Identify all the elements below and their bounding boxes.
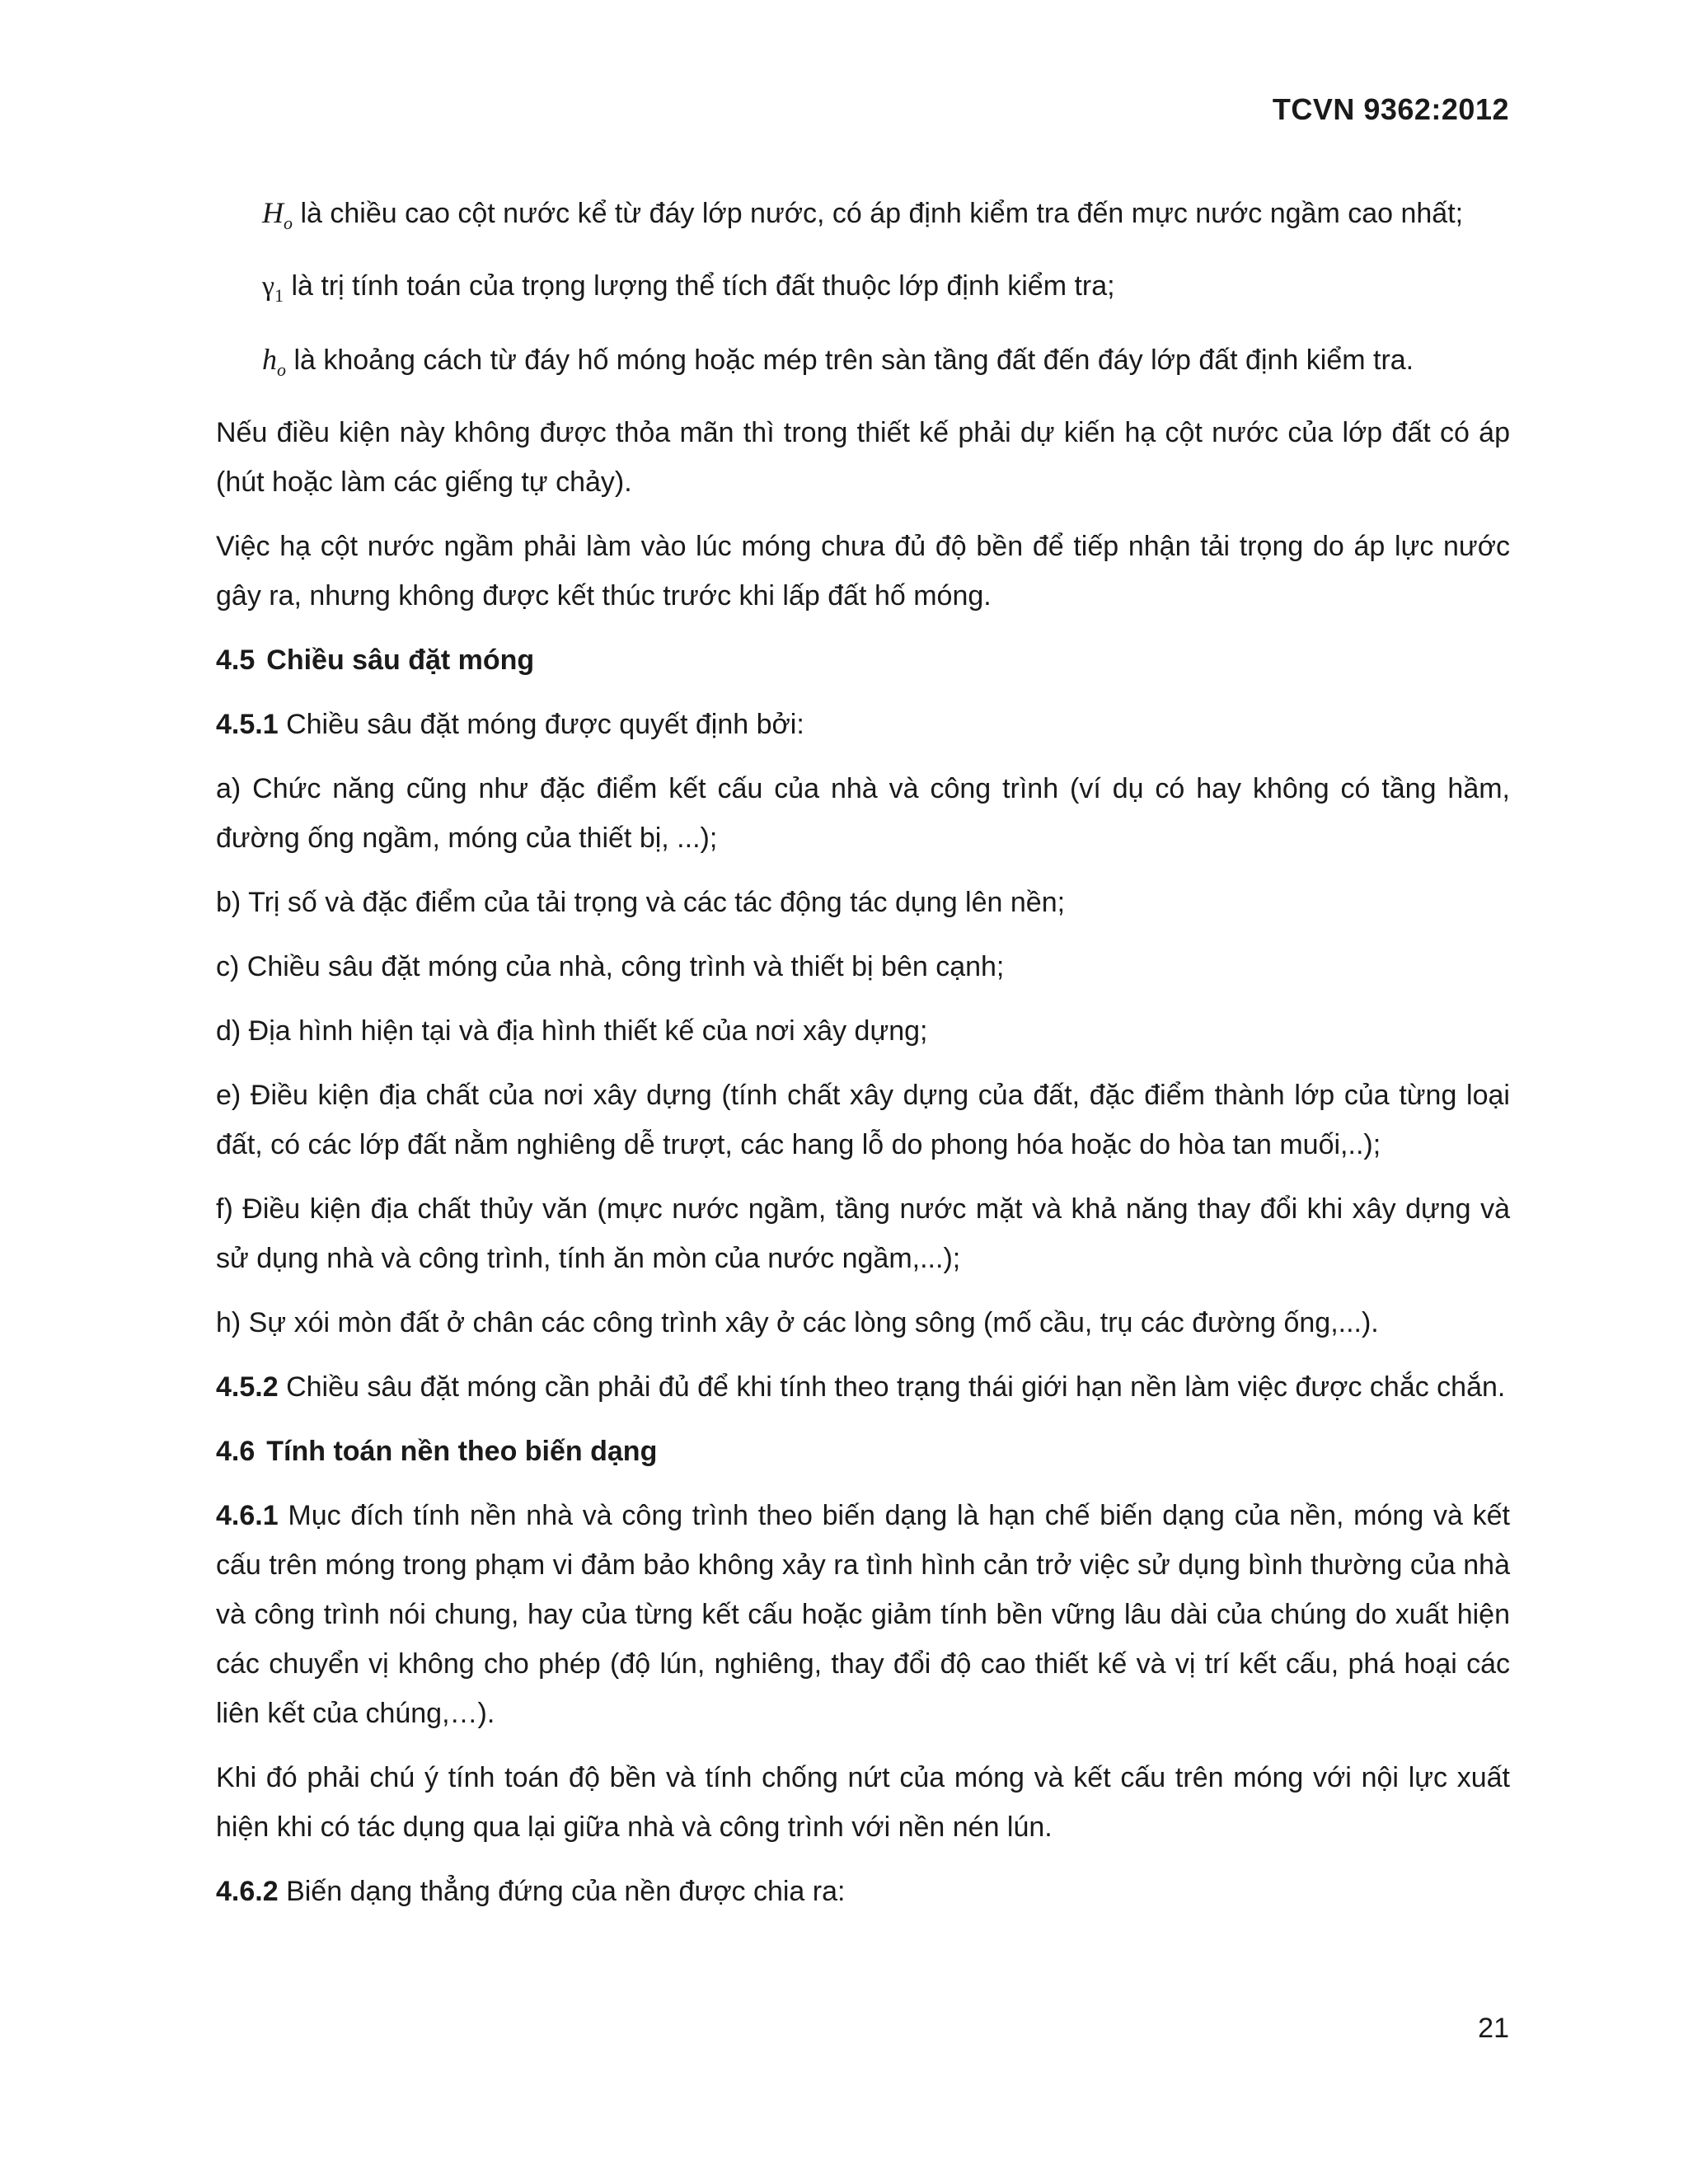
definition-h0 <box>262 335 1510 385</box>
clause-text: Mục đích tính nền nhà và công trình theo biến dạng là hạn chế biến dạng của nền, móng và kết cấu trên móng trong phạm vi đảm bảo không xảy ra tình hình cản trở việc sử dụng bình thường của nhà và công trình nói chung, hay của từng kết cấu hoặc giảm tính bền vững lâu dài của chúng do xuất hiện các chuyển vị không cho phép (độ lún, nghiêng, thay đổi độ cao thiết kế và vị trí kết cấu, phá hoại các liên kết của chúng,…). <box>216 1500 1510 1729</box>
page-content <box>216 188 1510 1931</box>
list-item: b) Trị số và đặc điểm của tải trọng và các tác động tác dụng lên nền; <box>216 887 1066 918</box>
clause-number: 4.6.1 <box>216 1500 279 1531</box>
list-item: d) Địa hình hiện tại và địa hình thiết kế của nơi xây dựng; <box>216 1015 928 1047</box>
symbol-h0: $h_o$ <box>262 343 286 380</box>
clause-text: Biến dạng thẳng đứng của nền được chia ra: <box>286 1876 846 1907</box>
clause-4-5-2 <box>216 1362 1510 1412</box>
clause-number: 4.6.2 <box>216 1876 279 1907</box>
list-item: f) Điều kiện địa chất thủy văn (mực nước ngầm, tầng nước mặt và khả năng thay đổi khi xây dựng và sử dụng nhà và công trình, tính ăn mòn của nước ngầm,...); <box>216 1193 1510 1274</box>
clause-4-6-1 <box>216 1491 1510 1738</box>
definition-H0 <box>262 188 1510 238</box>
section-heading-4-6 <box>216 1427 1510 1476</box>
definition-text: là trị tính toán của trọng lượng thể tích đất thuộc lớp định kiểm tra; <box>291 270 1115 302</box>
clause-text: Chiều sâu đặt móng cần phải đủ để khi tính theo trạng thái giới hạn nền làm việc được chắc chắn. <box>286 1371 1506 1403</box>
paragraph: Khi đó phải chú ý tính toán độ bền và tính chống nứt của móng và kết cấu trên móng với nội lực xuất hiện khi có tác dụng qua lại giữa nhà và công trình với nền nén lún. <box>216 1762 1510 1843</box>
section-number: 4.6 <box>216 1436 256 1467</box>
clause-4-6-2 <box>216 1867 1510 1916</box>
standard-code-header: TCVN 9362:2012 <box>1272 92 1509 126</box>
list-item: c) Chiều sâu đặt móng của nhà, công trình và thiết bị bên cạnh; <box>216 951 1005 982</box>
page-number: 21 <box>1478 2013 1509 2044</box>
section-heading-4-5 <box>216 635 1510 685</box>
section-title: Chiều sâu đặt móng <box>266 644 535 676</box>
paragraph: Việc hạ cột nước ngầm phải làm vào lúc móng chưa đủ độ bền để tiếp nhận tải trọng do áp lực nước gây ra, nhưng không được kết thúc trước khi lấp đất hố móng. <box>216 531 1510 612</box>
clause-number: 4.5.1 <box>216 709 279 740</box>
list-item: e) Điều kiện địa chất của nơi xây dựng (tính chất xây dựng của đất, đặc điểm thành lớp của từng loại đất, có các lớp đất nằm nghiêng dễ trượt, các hang lỗ do phong hóa hoặc do hòa tan muối,..); <box>216 1080 1510 1160</box>
clause-text: Chiều sâu đặt móng được quyết định bởi: <box>286 709 804 740</box>
paragraph: Nếu điều kiện này không được thỏa mãn thì trong thiết kế phải dự kiến hạ cột nước của lớp đất có áp (hút hoặc làm các giếng tự chảy). <box>216 417 1510 498</box>
section-number: 4.5 <box>216 644 256 676</box>
list-item: a) Chức năng cũng như đặc điểm kết cấu của nhà và công trình (ví dụ có hay không có tầng hầm, đường ống ngầm, móng của thiết bị, ...); <box>216 773 1510 854</box>
list-item: h) Sự xói mòn đất ở chân các công trình xây ở các lòng sông (mố cầu, trụ các đường ống,...). <box>216 1307 1379 1338</box>
clause-4-5-1 <box>216 700 1510 749</box>
definition-gamma1 <box>262 261 1510 312</box>
symbol-H0: $H_o$ <box>262 196 293 233</box>
definition-text: là chiều cao cột nước kể từ đáy lớp nước, có áp định kiểm tra đến mực nước ngầm cao nhất; <box>300 198 1464 229</box>
symbol-gamma1: $\gamma_1$ <box>262 271 284 306</box>
section-title: Tính toán nền theo biến dạng <box>266 1436 658 1467</box>
clause-number: 4.5.2 <box>216 1371 279 1403</box>
definition-text: là khoảng cách từ đáy hố móng hoặc mép trên sàn tầng đất đến đáy lớp đất định kiểm tra. <box>293 344 1414 376</box>
